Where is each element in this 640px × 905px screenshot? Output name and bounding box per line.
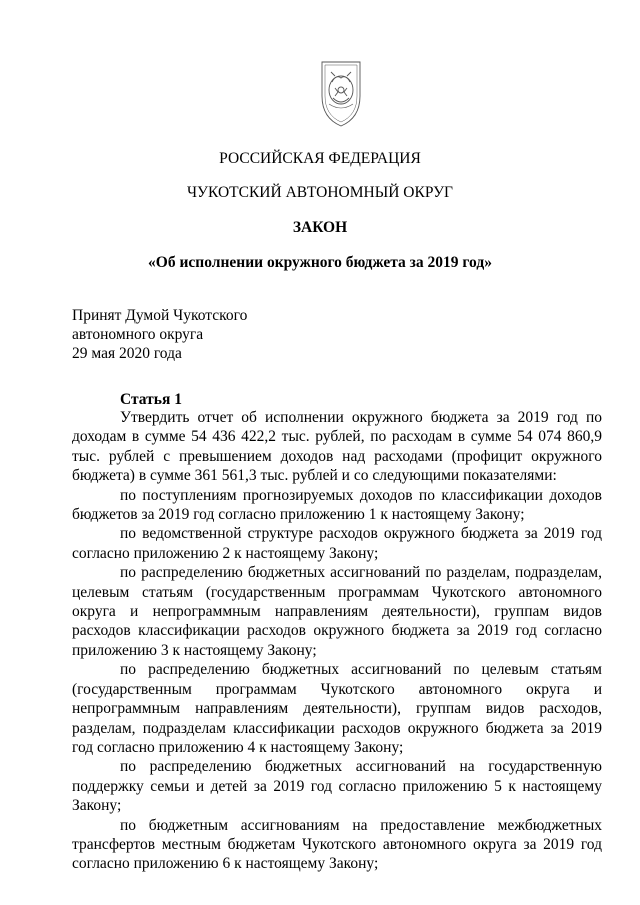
article-body [72, 408, 602, 874]
country-heading: РОССИЙСКАЯ ФЕДЕРАЦИЯ [219, 150, 421, 167]
adoption-date: 29 мая 2020 года [72, 345, 182, 362]
article-paragraph: по распределению бюджетных ассигнований по разделам, подразделам, целевым статьям (государственным программам Чукотского автономного округа и непрограммным направлениям деятельности), группам видов расходов классификации расходов окружного бюджета за 2019 год согласно приложению 3 к настоящему Закону; [72, 564, 602, 659]
adoption-line: Принят Думой Чукотского [72, 307, 248, 324]
article-title: Статья 1 [120, 391, 182, 408]
article-paragraph: по распределению бюджетных ассигнований по целевым статьям (государственным программам Чукотского автономного округа и непрограммным направлениям деятельности), группам видов расходов, разделам, подразделам классификации расходов окружного бюджета за 2019 год согласно приложению 4 к настоящему Закону; [72, 661, 602, 756]
adoption-info [72, 306, 247, 363]
document-type: ЗАКОН [292, 219, 348, 236]
chukotka-coat-of-arms-icon [302, 52, 380, 130]
adoption-line: автономного округа [72, 326, 204, 343]
region-heading: ЧУКОТСКИЙ АВТОНОМНЫЙ ОКРУГ [186, 184, 454, 201]
article-paragraph: Утвердить отчет об исполнении окружного бюджета за 2019 год по доходам в сумме 54 436 422,2 тыс. рублей, по расходам в сумме 54 074 860,9 тыс. рублей с превышением доходов над расходами (профицит окружного бюджета) в сумме 361 561,3 тыс. рублей и со следующими показателями: [72, 409, 602, 485]
article-paragraph: по поступлениям прогнозируемых доходов по классификации доходов бюджетов за 2019 год согласно приложению 1 к настоящему Закону; [72, 486, 602, 524]
article-paragraph: по распределению бюджетных ассигнований на государственную поддержку семьи и детей за 2019 год согласно приложению 5 к настоящему Закону; [72, 758, 602, 815]
document-title: «Об исполнении окружного бюджета за 2019 год» [148, 254, 492, 271]
article-paragraph: по ведомственной структуре расходов окружного бюджета за 2019 год согласно приложению 2 к настоящему Закону; [72, 525, 602, 562]
article-paragraph: по бюджетным ассигнованиям на предоставление межбюджетных трансфертов местным бюджетам Чукотского автономного округа за 2019 год согласно приложению 6 к настоящему Закону; [72, 816, 602, 873]
